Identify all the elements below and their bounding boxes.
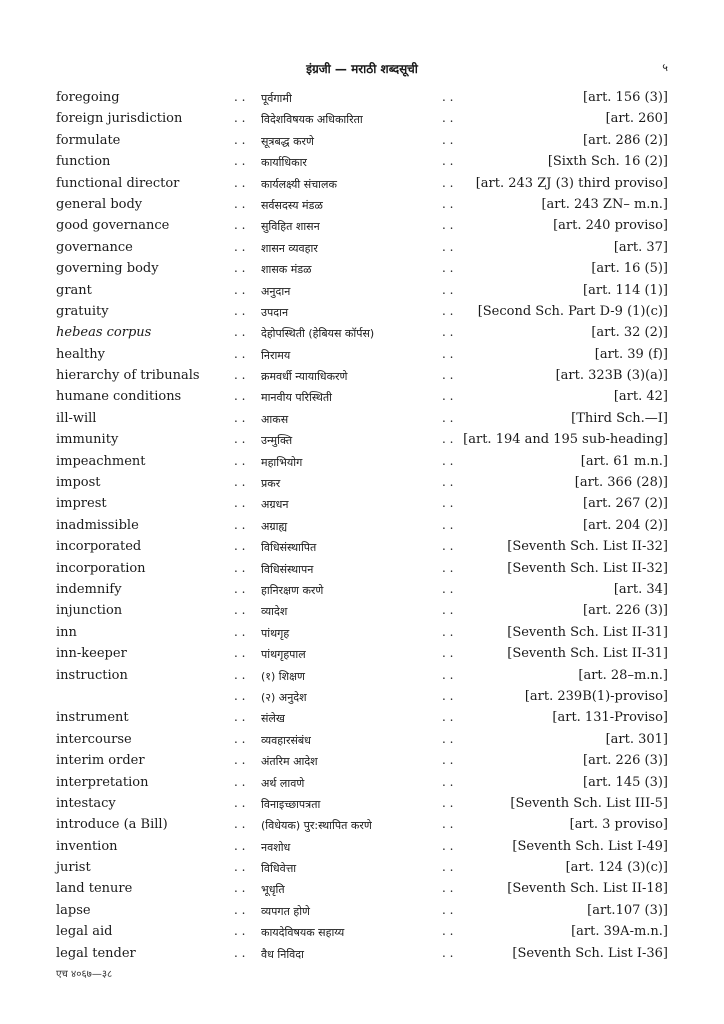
marathi-term: पूर्वगामी xyxy=(261,92,292,105)
marathi-term: अर्थ लावणे xyxy=(261,776,305,790)
leader-dots: . . xyxy=(234,838,246,853)
glossary-row xyxy=(0,109,724,130)
leader-dots: . . xyxy=(234,774,246,789)
english-term: land tenure xyxy=(56,881,133,897)
leader-dots: . . xyxy=(442,303,454,318)
glossary-row xyxy=(0,259,724,280)
leader-dots: . . xyxy=(234,132,246,147)
leader-dots: . . xyxy=(442,817,454,832)
article-reference: [Third Sch.—I] xyxy=(571,410,668,426)
leader-dots: . . xyxy=(234,389,246,404)
english-term: foreign jurisdiction xyxy=(56,111,183,127)
marathi-term: अंतरिम आदेश xyxy=(261,755,318,769)
page-header xyxy=(0,60,724,78)
glossary-row xyxy=(0,216,724,237)
glossary-row xyxy=(0,730,724,751)
marathi-term: कायदेविषयक सहाय्य xyxy=(261,926,345,940)
glossary-row xyxy=(0,687,724,708)
article-reference: [art. 243 ZJ (3) third proviso] xyxy=(475,175,668,191)
article-reference: [art. 61 m.n.] xyxy=(580,453,668,469)
article-reference: [art. 37] xyxy=(613,239,668,255)
marathi-term: प्रकर xyxy=(261,477,281,491)
leader-dots: . . xyxy=(442,539,454,554)
page-title: इंग्रजी — मराठी शब्दसूची xyxy=(306,62,418,76)
leader-dots: . . xyxy=(234,453,246,468)
glossary-row xyxy=(0,580,724,601)
article-reference: [art. 226 (3)] xyxy=(583,603,668,619)
english-term: legal aid xyxy=(56,924,113,940)
leader-dots: . . xyxy=(234,560,246,575)
glossary-row xyxy=(0,623,724,644)
english-term: formulate xyxy=(56,132,121,148)
leader-dots: . . xyxy=(442,881,454,896)
marathi-term: क्रमवर्धी न्यायाधिकरणे xyxy=(261,370,348,384)
english-term: healthy xyxy=(56,346,105,362)
english-term: interpretation xyxy=(56,774,149,790)
glossary-row xyxy=(0,751,724,772)
article-reference: [art. 16 (5)] xyxy=(591,261,668,277)
marathi-term: (विधेयक) पुर:स्थापित करणे xyxy=(261,819,372,833)
marathi-term: विधिवेत्ता xyxy=(261,862,297,876)
article-reference: [art. 239B(1)-proviso] xyxy=(524,688,668,704)
glossary-row xyxy=(0,708,724,729)
article-reference: [art. 124 (3)(c)] xyxy=(565,860,668,876)
leader-dots: . . xyxy=(234,517,246,532)
leader-dots: . . xyxy=(442,261,454,276)
article-reference: [Seventh Sch. List II-31] xyxy=(507,646,668,662)
leader-dots: . . xyxy=(234,795,246,810)
leader-dots: . . xyxy=(442,389,454,404)
marathi-term: अनुदान xyxy=(261,284,291,298)
leader-dots: . . xyxy=(442,838,454,853)
english-term: incorporation xyxy=(56,560,146,576)
english-term: function xyxy=(56,154,111,170)
glossary-row xyxy=(0,516,724,537)
leader-dots: . . xyxy=(442,496,454,511)
leader-dots: . . xyxy=(442,175,454,190)
article-reference: [art. 194 and 195 sub-heading] xyxy=(463,432,668,448)
leader-dots: . . xyxy=(442,154,454,169)
marathi-term: सूत्रबद्ध करणे xyxy=(261,134,314,148)
leader-dots: . . xyxy=(234,303,246,318)
glossary-list xyxy=(0,88,724,965)
marathi-term: कार्यलक्ष्यी संचालक xyxy=(261,177,337,191)
glossary-row xyxy=(0,409,724,430)
glossary-row xyxy=(0,88,724,109)
marathi-term: देहोपस्थिती (हेबियस कॉर्पस) xyxy=(261,327,375,341)
leader-dots: . . xyxy=(442,517,454,532)
english-term: intestacy xyxy=(56,795,116,811)
leader-dots: . . xyxy=(234,175,246,190)
marathi-term: अग्रधन xyxy=(261,498,289,512)
leader-dots: . . xyxy=(442,902,454,917)
english-term: inn-keeper xyxy=(56,646,127,662)
leader-dots: . . xyxy=(442,282,454,297)
article-reference: [art. 323B (3)(a)] xyxy=(555,368,668,384)
article-reference: [art. 34] xyxy=(613,581,668,597)
leader-dots: . . xyxy=(442,924,454,939)
article-reference: [art. 286 (2)] xyxy=(583,132,668,148)
leader-dots: . . xyxy=(442,560,454,575)
article-reference: [art. 39A-m.n.] xyxy=(571,924,668,940)
glossary-row xyxy=(0,345,724,366)
marathi-term: वैध निविदा xyxy=(261,947,304,961)
leader-dots: . . xyxy=(234,924,246,939)
english-term: injunction xyxy=(56,603,123,619)
marathi-term: महाभियोग xyxy=(261,455,303,469)
leader-dots: . . xyxy=(442,710,454,725)
leader-dots: . . xyxy=(234,325,246,340)
glossary-row xyxy=(0,601,724,622)
glossary-row xyxy=(0,815,724,836)
leader-dots: . . xyxy=(442,688,454,703)
leader-dots: . . xyxy=(234,624,246,639)
leader-dots: . . xyxy=(234,753,246,768)
leader-dots: . . xyxy=(442,624,454,639)
marathi-term: अग्राह्य xyxy=(261,519,288,533)
english-term: instruction xyxy=(56,667,128,683)
glossary-row xyxy=(0,794,724,815)
english-term: governance xyxy=(56,239,133,255)
article-reference: [art. 240 proviso] xyxy=(553,218,668,234)
article-reference: [Seventh Sch. List II-31] xyxy=(507,624,668,640)
leader-dots: . . xyxy=(234,239,246,254)
leader-dots: . . xyxy=(234,539,246,554)
leader-dots: . . xyxy=(234,646,246,661)
article-reference: [art. 226 (3)] xyxy=(583,753,668,769)
glossary-row xyxy=(0,430,724,451)
english-term: lapse xyxy=(56,902,91,918)
glossary-row xyxy=(0,238,724,259)
english-term: incorporated xyxy=(56,539,142,555)
marathi-term: विदेशविषयक अधिकारिता xyxy=(261,113,363,127)
article-reference: [art. 28–m.n.] xyxy=(578,667,668,683)
leader-dots: . . xyxy=(234,218,246,233)
glossary-row xyxy=(0,366,724,387)
leader-dots: . . xyxy=(234,432,246,447)
glossary-row xyxy=(0,302,724,323)
article-reference: [art. 131-Proviso] xyxy=(552,710,668,726)
article-reference: [art. 260] xyxy=(605,111,668,127)
leader-dots: . . xyxy=(442,432,454,447)
glossary-row xyxy=(0,858,724,879)
english-term: indemnify xyxy=(56,581,122,597)
english-term: intercourse xyxy=(56,731,132,747)
marathi-term: शासन व्यवहार xyxy=(261,241,318,255)
leader-dots: . . xyxy=(234,261,246,276)
leader-dots: . . xyxy=(234,603,246,618)
glossary-row xyxy=(0,195,724,216)
marathi-term: विधिसंस्थापित xyxy=(261,541,317,555)
marathi-term: कार्याधिकार xyxy=(261,156,307,170)
leader-dots: . . xyxy=(234,902,246,917)
english-term: foregoing xyxy=(56,90,120,105)
glossary-row xyxy=(0,537,724,558)
leader-dots: . . xyxy=(442,346,454,361)
article-reference: [art. 145 (3)] xyxy=(583,774,668,790)
glossary-row xyxy=(0,666,724,687)
glossary-row xyxy=(0,281,724,302)
leader-dots: . . xyxy=(442,368,454,383)
glossary-row xyxy=(0,174,724,195)
marathi-term: सर्वसदस्य मंडळ xyxy=(261,198,323,212)
leader-dots: . . xyxy=(234,881,246,896)
glossary-row xyxy=(0,452,724,473)
leader-dots: . . xyxy=(442,325,454,340)
leader-dots: . . xyxy=(442,945,454,960)
leader-dots: . . xyxy=(234,111,246,126)
glossary-row xyxy=(0,644,724,665)
marathi-term: उपदान xyxy=(261,305,289,319)
article-reference: [art. 39 (f)] xyxy=(594,346,668,362)
english-term: inn xyxy=(56,624,77,640)
article-reference: [art. 114 (1)] xyxy=(583,282,668,298)
english-term: inadmissible xyxy=(56,517,139,533)
leader-dots: . . xyxy=(442,218,454,233)
english-term: instrument xyxy=(56,710,129,726)
leader-dots: . . xyxy=(442,239,454,254)
english-term: impost xyxy=(56,475,101,491)
glossary-row xyxy=(0,323,724,344)
marathi-term: संलेख xyxy=(261,712,285,726)
leader-dots: . . xyxy=(442,581,454,596)
english-term: general body xyxy=(56,196,143,212)
english-term: hebeas corpus xyxy=(56,325,152,341)
marathi-term: पांथगृह xyxy=(261,626,290,640)
marathi-term: शासक मंडळ xyxy=(261,263,312,277)
marathi-term: विनाइच्छापत्रता xyxy=(261,797,321,811)
glossary-row xyxy=(0,944,724,965)
leader-dots: . . xyxy=(234,196,246,211)
article-reference: [Second Sch. Part D-9 (1)(c)] xyxy=(477,303,668,319)
leader-dots: . . xyxy=(234,496,246,511)
article-reference: [Seventh Sch. List II-18] xyxy=(507,881,668,897)
leader-dots: . . xyxy=(234,346,246,361)
english-term: legal tender xyxy=(56,945,136,961)
leader-dots: . . xyxy=(234,410,246,425)
leader-dots: . . xyxy=(442,410,454,425)
marathi-term: (२) अनुदेश xyxy=(261,690,307,704)
marathi-term: व्यपगत होणे xyxy=(261,904,310,918)
english-term: invention xyxy=(56,838,118,854)
marathi-term: हानिरक्षण करणे xyxy=(261,583,324,597)
article-reference: [art. 301] xyxy=(605,731,668,747)
marathi-term: पांथगृहपाल xyxy=(261,648,306,662)
article-reference: [Sixth Sch. 16 (2)] xyxy=(547,154,668,170)
marathi-term: आकस xyxy=(261,412,289,426)
leader-dots: . . xyxy=(234,817,246,832)
glossary-row xyxy=(0,152,724,173)
leader-dots: . . xyxy=(234,731,246,746)
article-reference: [art. 243 ZN– m.n.] xyxy=(541,196,668,212)
article-reference: [Seventh Sch. List II-32] xyxy=(507,560,668,576)
article-reference: [art. 204 (2)] xyxy=(583,517,668,533)
article-reference: [art. 156 (3)] xyxy=(583,90,668,105)
leader-dots: . . xyxy=(442,667,454,682)
english-term: impeachment xyxy=(56,453,146,469)
english-term: ill-will xyxy=(56,410,97,426)
leader-dots: . . xyxy=(442,753,454,768)
marathi-term: निरामय xyxy=(261,348,291,362)
english-term: gratuity xyxy=(56,303,109,319)
leader-dots: . . xyxy=(442,603,454,618)
glossary-row xyxy=(0,131,724,152)
marathi-term: नवशोध xyxy=(261,840,291,854)
glossary-row xyxy=(0,837,724,858)
footer-code: एच ४०६७—३८ xyxy=(56,969,113,980)
marathi-term: मानवीय परिस्थिती xyxy=(261,391,333,405)
leader-dots: . . xyxy=(234,581,246,596)
article-reference: [art. 3 proviso] xyxy=(569,817,668,833)
marathi-term: विधिसंस्थापन xyxy=(261,562,314,576)
english-term: jurist xyxy=(56,860,91,876)
leader-dots: . . xyxy=(442,475,454,490)
glossary-row xyxy=(0,901,724,922)
leader-dots: . . xyxy=(234,154,246,169)
english-term: interim order xyxy=(56,753,145,769)
article-reference: [Seventh Sch. List III-5] xyxy=(510,795,668,811)
leader-dots: . . xyxy=(234,688,246,703)
glossary-row xyxy=(0,387,724,408)
article-reference: [art. 267 (2)] xyxy=(583,496,668,512)
leader-dots: . . xyxy=(234,475,246,490)
leader-dots: . . xyxy=(442,453,454,468)
glossary-row xyxy=(0,773,724,794)
marathi-term: उन्मुक्ति xyxy=(261,434,293,448)
page-number: ५ xyxy=(662,61,668,74)
leader-dots: . . xyxy=(234,90,246,104)
english-term: introduce (a Bill) xyxy=(56,817,168,833)
marathi-term: व्यवहारसंबंध xyxy=(261,733,311,747)
article-reference: [Seventh Sch. List I-36] xyxy=(512,945,668,961)
article-reference: [art.107 (3)] xyxy=(587,902,668,918)
marathi-term: व्यादेश xyxy=(261,605,288,619)
leader-dots: . . xyxy=(442,111,454,126)
marathi-term: (१) शिक्षण xyxy=(261,669,305,683)
article-reference: [art. 366 (28)] xyxy=(574,475,668,491)
article-reference: [Seventh Sch. List I-49] xyxy=(512,838,668,854)
leader-dots: . . xyxy=(442,774,454,789)
english-term: humane conditions xyxy=(56,389,182,405)
english-term: governing body xyxy=(56,261,159,277)
leader-dots: . . xyxy=(442,132,454,147)
marathi-term: सुविहित शासन xyxy=(261,220,320,234)
leader-dots: . . xyxy=(442,90,454,104)
glossary-row xyxy=(0,473,724,494)
article-reference: [Seventh Sch. List II-32] xyxy=(507,539,668,555)
article-reference: [art. 42] xyxy=(613,389,668,405)
leader-dots: . . xyxy=(442,860,454,875)
glossary-row xyxy=(0,922,724,943)
leader-dots: . . xyxy=(234,860,246,875)
english-term: grant xyxy=(56,282,92,298)
glossary-row xyxy=(0,559,724,580)
article-reference: [art. 32 (2)] xyxy=(591,325,668,341)
english-term: imprest xyxy=(56,496,107,512)
leader-dots: . . xyxy=(234,667,246,682)
leader-dots: . . xyxy=(442,795,454,810)
glossary-row xyxy=(0,494,724,515)
english-term: functional director xyxy=(56,175,180,191)
leader-dots: . . xyxy=(234,368,246,383)
english-term: immunity xyxy=(56,432,119,448)
leader-dots: . . xyxy=(442,646,454,661)
english-term: hierarchy of tribunals xyxy=(56,368,200,384)
glossary-row xyxy=(0,879,724,900)
marathi-term: भूधृति xyxy=(261,883,285,897)
leader-dots: . . xyxy=(234,282,246,297)
leader-dots: . . xyxy=(234,710,246,725)
english-term: good governance xyxy=(56,218,170,234)
leader-dots: . . xyxy=(442,731,454,746)
leader-dots: . . xyxy=(442,196,454,211)
leader-dots: . . xyxy=(234,945,246,960)
